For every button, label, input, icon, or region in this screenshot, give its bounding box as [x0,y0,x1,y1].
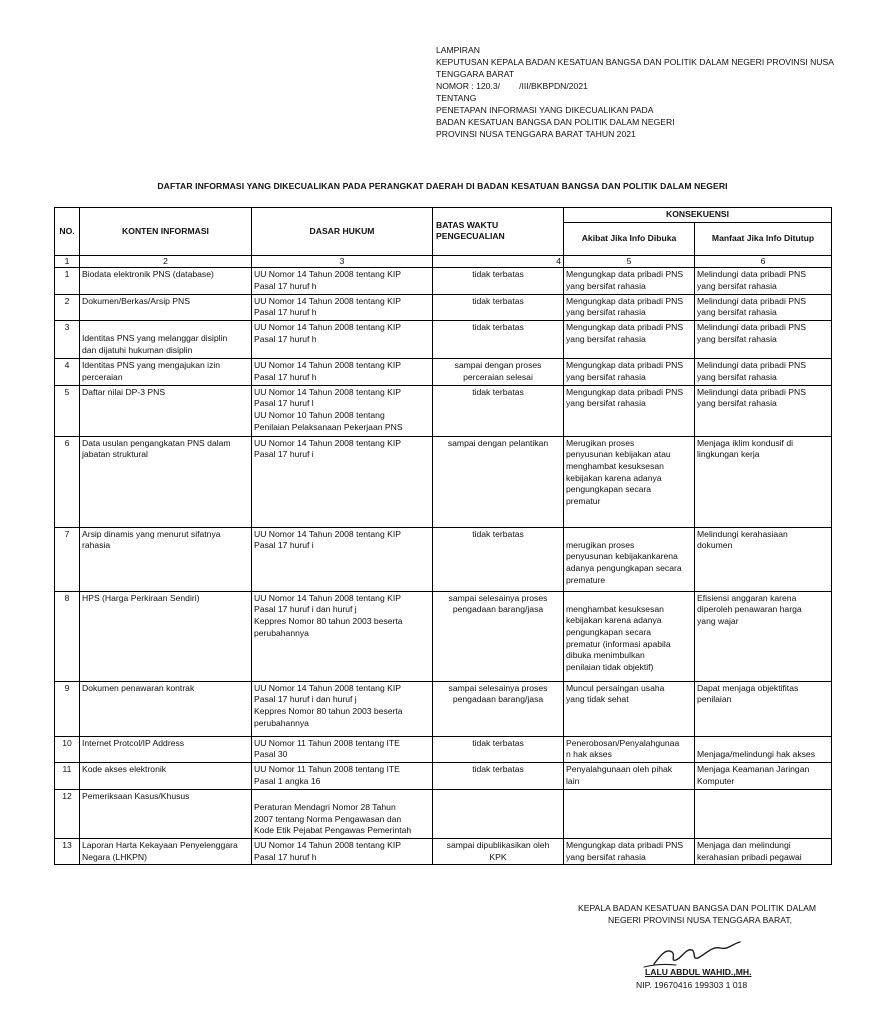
row-manfaat [695,294,832,320]
row-manfaat [695,527,832,591]
cell-line: Negara (LHKPN) [82,851,147,862]
cell-line: Pasal 17 huruf h [254,307,317,318]
signatory-name: LALU ABDUL WAHID.,MH. [645,967,752,977]
cell-line: Pasal 17 huruf i [254,540,314,551]
row-konten [80,436,252,527]
cell-line: Kode akses elektronik [82,763,167,774]
cell-line: UU Nomor 14 Tahun 2008 tentang KIP [254,592,401,603]
cell-line: HPS (Harga Perkiraan Sendiri) [82,592,200,603]
cell-line: Dapat menjaga objektifitas [697,682,799,693]
cell-line: diperoleh penawaran harga [697,604,802,615]
row-dasar [252,385,433,436]
table-row [55,762,832,789]
cell-line: Menjaga/melindungi hak akses [697,748,815,759]
cell-line: Internet Protcol/IP Address [82,737,185,748]
row-no [55,789,80,838]
row-konten [80,385,252,436]
cell-line: Menjaga iklim kondusif di [697,437,794,448]
cell-line: Pasal 17 huruf i [254,449,314,460]
cell-line: Peraturan Mendagri Nomor 28 Tahun [254,801,396,812]
cell-line: sampai dengan pelantikan [447,437,549,448]
row-akibat [564,385,695,436]
row-no [55,321,80,359]
row-no [55,527,80,591]
cell-line: KPK [489,851,507,862]
row-konten [80,591,252,681]
cell-line: Laporan Harta Kekayaan Penyelenggara [82,839,238,850]
cell-line: Mengungkap data pribadi PNS [566,386,684,397]
cell-line: kebijakan karena adanya [566,615,662,626]
cell-line: Efisiensi anggaran karena [697,592,797,603]
signature-block [578,902,838,926]
cell-line: Identitas PNS yang melanggar disiplin [82,333,228,344]
cell-line: menghambat kesuksesan [566,460,664,471]
table-row [55,321,832,359]
row-akibat [564,591,695,681]
cell-line: 9 [64,682,70,693]
column-index-row [55,255,832,268]
row-dasar [252,838,433,864]
cell-line: yang bersifat rahasia [566,281,646,292]
cell-line: 13 [62,839,72,850]
cell-line: rahasia [82,540,111,551]
cell-line: yang bersifat rahasia [566,398,646,409]
cell-line: Menjaga Keamanan Jaringan [697,763,810,774]
row-akibat [564,736,695,762]
row-batas [433,681,564,736]
row-batas [433,321,564,359]
cell-line: penilaian [697,694,732,705]
row-manfaat [695,736,832,762]
cell-line: UU Nomor 14 Tahun 2008 tentang KIP [254,360,401,371]
cell-line: pengadaan barang/jasa [452,694,544,705]
row-no [55,838,80,864]
cell-line: tidak terbatas [472,763,524,774]
row-batas [433,359,564,385]
row-batas [433,838,564,864]
row-konten [80,268,252,294]
cell-line: 10 [62,737,72,748]
row-akibat [564,762,695,789]
column-index: 2 [80,255,252,268]
row-akibat [564,436,695,527]
cell-line: 12 [62,790,72,801]
cell-line: Mengungkap data pribadi PNS [566,269,684,280]
cell-line: Penyalahgunaan oleh pihak [566,763,673,774]
header-akibat: Akibat Jika Info Dibuka [564,222,695,255]
row-batas [433,736,564,762]
header-line: PENETAPAN INFORMASI YANG DIKECUALIKAN PADA [436,105,654,116]
cell-line: prematur (informasi apabila [566,638,671,649]
cell-line: Pasal 17 huruf i dan huruf j [254,694,357,705]
cell-line: tidak terbatas [472,528,524,539]
cell-line: Pasal 17 huruf i dan huruf j [254,604,357,615]
row-manfaat [695,762,832,789]
row-akibat [564,527,695,591]
cell-line: Daftar nilai DP-3 PNS [82,386,166,397]
table-row [55,436,832,527]
column-index: 5 [564,255,695,268]
cell-line: UU Nomor 14 Tahun 2008 tentang KIP [254,839,401,850]
row-dasar [252,359,433,385]
cell-line: kerahasian pribadi pegawai [697,851,802,862]
cell-line: UU Nomor 14 Tahun 2008 tentang KIP [254,437,401,448]
cell-line: Melindungi data pribadi PNS [697,269,806,280]
cell-line: sampai dengan proses [454,360,542,371]
cell-line: 11 [62,763,72,774]
row-no [55,436,80,527]
cell-line: Melindungi data pribadi PNS [697,386,806,397]
row-dasar [252,527,433,591]
row-akibat [564,681,695,736]
cell-line: 3 [64,322,70,333]
table-row [55,359,832,385]
cell-line: 2007 tentang Norma Pengawasan dan [254,813,402,824]
row-konten [80,736,252,762]
cell-line: Mengungkap data pribadi PNS [566,322,684,333]
table-body [55,268,832,865]
cell-line: yang bersifat rahasia [697,281,777,292]
row-konten [80,838,252,864]
cell-line: UU Nomor 14 Tahun 2008 tentang KIP [254,295,401,306]
table-row [55,268,832,294]
header-dasar: DASAR HUKUM [252,208,433,256]
cell-line: yang bersifat rahasia [697,333,777,344]
header-line: NOMOR : 120.3/ /III/BKBPDN/2021 [436,81,588,92]
header-line: PROVINSI NUSA TENGGARA BARAT TAHUN 2021 [436,129,636,140]
row-no [55,385,80,436]
cell-line: yang tidak sehat [566,694,629,705]
cell-line: jabatan struktural [82,449,148,460]
cell-line: Melindungi data pribadi PNS [697,322,806,333]
cell-line: n hak akses [566,749,612,760]
cell-line: yang bersifat rahasia [566,307,646,318]
table-row [55,527,832,591]
row-manfaat [695,436,832,527]
cell-line: sampai dipublikasikan oleh [446,839,550,850]
row-no [55,736,80,762]
row-dasar [252,681,433,736]
cell-line: adanya pengungkapan secara [566,562,682,573]
row-konten [80,359,252,385]
header-line: BADAN KESATUAN BANGSA DAN POLITIK DALAM NEGERI [436,117,675,128]
cell-line: Komputer [697,775,735,786]
cell-line: Dokumen penawaran kontrak [82,682,195,693]
cell-line: dibuka menimbulkan [566,650,645,661]
cell-line: 5 [64,386,70,397]
cell-line: Penilaian Pelaksanaan Pekerjaan PNS [254,421,403,432]
header-line: KEPUTUSAN KEPALA BADAN KESATUAN BANGSA DAN POLITIK DALAM NEGERI PROVINSI NUSA [436,57,834,68]
cell-line: yang bersifat rahasia [697,307,777,318]
cell-line: Merugikan proses [566,437,635,448]
row-no [55,268,80,294]
cell-line: Pasal 17 huruf l [254,398,314,409]
exception-info-table [54,207,832,865]
cell-line: tidak terbatas [472,737,524,748]
cell-line: UU Nomor 11 Tahun 2008 tentang ITE [254,763,400,774]
header-line: LAMPIRAN [436,45,480,55]
handwritten-signature [636,934,756,968]
cell-line: Pasal 1 angka 16 [254,775,321,786]
row-konten [80,294,252,320]
row-manfaat [695,268,832,294]
cell-line: Identitas PNS yang mengajukan izin [82,360,221,371]
cell-line: Melindungi data pribadi PNS [697,360,806,371]
row-dasar [252,789,433,838]
cell-line: pengungkapan secara [566,484,652,495]
cell-line: lingkungan kerja [697,449,760,460]
row-dasar [252,268,433,294]
header-no: NO. [55,208,80,256]
row-konten [80,762,252,789]
row-konten [80,321,252,359]
cell-line: perceraian [82,371,123,382]
column-index: 6 [695,255,832,268]
table-row [55,681,832,736]
row-dasar [252,294,433,320]
cell-line: yang bersifat rahasia [566,371,646,382]
signatory-title-line2: NEGERI PROVINSI NUSA TENGGARA BARAT, [608,915,793,926]
row-akibat [564,268,695,294]
cell-line: penyusunan kebijakan atau [566,449,671,460]
cell-line: Biodata elektronik PNS (database) [82,269,214,280]
cell-line: merugikan proses [566,539,635,550]
cell-line: Keppres Nomor 80 tahun 2003 beserta [254,615,403,626]
cell-line: Muncul persaingan usaha [566,682,665,693]
table-row [55,789,832,838]
cell-line: yang bersifat rahasia [566,851,646,862]
header-batas: BATAS WAKTU PENGECUALIAN [433,208,564,256]
cell-line: Data usulan pengangkatan PNS dalam [82,437,231,448]
row-batas [433,268,564,294]
row-akibat [564,838,695,864]
cell-line: pengadaan barang/jasa [452,604,544,615]
cell-line: Keppres Nomor 80 tahun 2003 beserta [254,705,403,716]
cell-line: Arsip dinamis yang menurut sifatnya [82,528,221,539]
cell-line: penilaian tidak objektif) [566,661,654,672]
header-konten: KONTEN INFORMASI [80,208,252,256]
cell-line: penyusunan kebijakankarena [566,551,678,562]
cell-line: sampai selesainya proses [448,682,548,693]
row-dasar [252,591,433,681]
row-batas [433,591,564,681]
cell-line: Mengungkap data pribadi PNS [566,295,684,306]
cell-line: Penerobosan/Penyalahgunaa [566,737,680,748]
cell-line: UU Nomor 14 Tahun 2008 tentang KIP [254,386,401,397]
row-manfaat [695,321,832,359]
row-batas [433,385,564,436]
cell-line: 6 [64,437,70,448]
header-line: TENGGARA BARAT [436,69,515,80]
header-line: TENTANG [436,93,477,104]
cell-line: dan dijatuhi hukuman disiplin [82,344,193,355]
table-row [55,838,832,864]
cell-line: tidak terbatas [472,269,524,280]
header-manfaat: Manfaat Jika Info Ditutup [695,222,832,255]
decree-header [436,44,856,140]
cell-line: Mengungkap data pribadi PNS [566,360,684,371]
row-batas [433,762,564,789]
table-row [55,385,832,436]
cell-line: 4 [64,360,70,371]
cell-line: perceraian selesai [463,371,533,382]
cell-line: Menjaga dan melindungi [697,839,791,850]
row-batas [433,294,564,320]
cell-line: UU Nomor 14 Tahun 2008 tentang KIP [254,528,401,539]
column-index: 1 [55,255,80,268]
cell-line: yang bersifat rahasia [697,398,777,409]
cell-line: yang bersifat rahasia [566,333,646,344]
cell-line: tidak terbatas [472,386,524,397]
cell-line: yang bersifat rahasia [697,371,777,382]
cell-line: Pasal 17 huruf h [254,333,317,344]
cell-line: pengungkapan secara [566,626,652,637]
table-row [55,736,832,762]
signatory-title-line1: KEPALA BADAN KESATUAN BANGSA DAN POLITIK DALAM [578,903,816,913]
row-konten [80,789,252,838]
document-title: DAFTAR INFORMASI YANG DIKECUALIKAN PADA PERANGKAT DAERAH DI BADAN KESATUAN BANGSA DAN POLITIK DALAM NEGERI [157,181,728,191]
cell-line: 7 [64,528,70,539]
row-no [55,681,80,736]
cell-line: menghambat kesuksesan [566,603,664,614]
cell-line: Pasal 17 huruf h [254,851,317,862]
row-no [55,359,80,385]
cell-line: tidak terbatas [472,295,524,306]
cell-line: perubahannya [254,627,309,638]
row-dasar [252,321,433,359]
column-index: 4 [433,255,564,268]
cell-line: Mengungkap data pribadi PNS [566,839,684,850]
cell-line: yang wajar [697,615,739,626]
row-manfaat [695,838,832,864]
row-manfaat [695,789,832,838]
row-dasar [252,762,433,789]
header-konsekuensi: KONSEKUENSI [564,208,832,223]
row-akibat [564,789,695,838]
table-row [55,591,832,681]
cell-line: perubahannya [254,717,309,728]
row-batas [433,527,564,591]
cell-line: sampai selesainya proses [448,592,548,603]
cell-line: premature [566,574,606,585]
cell-line: Kode Etik Pejabat Pengawas Pemerintah [254,825,412,836]
row-akibat [564,294,695,320]
cell-line: kebijakan karena adanya [566,472,662,483]
cell-line: prematur [566,495,601,506]
row-batas [433,789,564,838]
cell-line: Pasal 30 [254,749,288,760]
row-akibat [564,359,695,385]
row-manfaat [695,359,832,385]
row-no [55,591,80,681]
row-dasar [252,736,433,762]
signatory-nip: NIP. 19670416 199303 1 018 [636,980,748,990]
cell-line: dokumen [697,540,733,551]
row-manfaat [695,385,832,436]
cell-line: UU Nomor 14 Tahun 2008 tentang KIP [254,322,401,333]
cell-line: Pasal 17 huruf h [254,281,317,292]
row-manfaat [695,591,832,681]
cell-line: Melindungi data pribadi PNS [697,295,806,306]
cell-line: UU Nomor 14 Tahun 2008 tentang KIP [254,269,401,280]
row-no [55,294,80,320]
cell-line: UU Nomor 11 Tahun 2008 tentang ITE [254,737,400,748]
cell-line: tidak terbatas [472,322,524,333]
cell-line: 8 [64,592,70,603]
cell-line: Pemeriksaan Kasus/Khusus [82,790,190,801]
row-konten [80,527,252,591]
row-akibat [564,321,695,359]
row-dasar [252,436,433,527]
cell-line: UU Nomor 14 Tahun 2008 tentang KIP [254,682,401,693]
table-row [55,294,832,320]
row-batas [433,436,564,527]
cell-line: 1 [64,269,70,280]
cell-line: Pasal 17 huruf h [254,371,317,382]
row-no [55,762,80,789]
cell-line: UU Nomor 10 Tahun 2008 tentang [254,409,385,420]
row-konten [80,681,252,736]
cell-line: lain [566,775,580,786]
column-index: 3 [252,255,433,268]
cell-line: Melindungi kerahasiaan [697,528,788,539]
row-manfaat [695,681,832,736]
cell-line: 2 [64,295,70,306]
cell-line: Dokumen/Berkas/Arsip PNS [82,295,190,306]
